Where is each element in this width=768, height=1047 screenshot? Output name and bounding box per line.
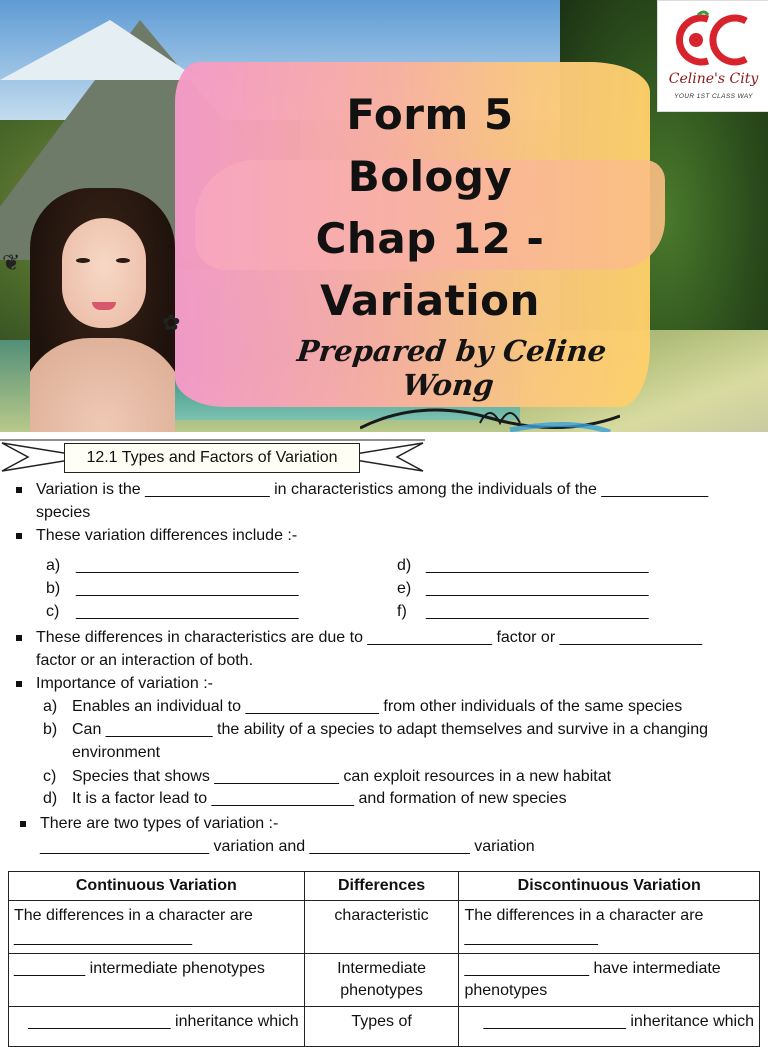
table-cell: ________ intermediate phenotypes: [9, 954, 305, 1007]
ornament-swirl: [360, 398, 620, 432]
table-cell: ______________ have intermediate phenotypes: [459, 954, 760, 1007]
list-label: d): [43, 790, 58, 807]
cover-banner: [0, 0, 768, 432]
text-line: There are two types of variation :-: [40, 815, 279, 832]
portrait-eye: [116, 258, 130, 263]
logo-tagline: YOUR 1ST CLASS WAY: [674, 93, 753, 100]
table-cell: ________________ inheritance which: [459, 1007, 760, 1047]
text-line: Variation is the ______________ in characteristics among the individuals of the ____________: [36, 481, 709, 498]
bullet-icon: [16, 681, 22, 687]
answer-blank: _________________________: [426, 580, 649, 597]
bullet-icon: [20, 821, 26, 827]
celines-city-logo-icon: [668, 9, 758, 69]
column-header: Discontinuous Variation: [459, 872, 760, 901]
table-cell: characteristic: [304, 901, 459, 954]
list-label: e): [397, 580, 412, 597]
list-label: c): [43, 768, 57, 785]
table-header-row: [9, 872, 760, 901]
list-label: b): [46, 580, 61, 597]
column-header: Continuous Variation: [9, 872, 305, 901]
answer-blank: _________________________: [76, 603, 299, 620]
answer-blank: _________________________: [76, 557, 299, 574]
text-line: Can ____________ the ability of a species to adapt themselves and survive in a changing: [72, 721, 708, 738]
list-label: f): [397, 603, 407, 620]
portrait-face: [62, 218, 146, 328]
text-line: species: [36, 504, 91, 521]
table-cell: The differences in a character are _______________: [459, 901, 760, 954]
mountain-snow: [0, 20, 200, 80]
column-header: Differences: [304, 872, 459, 901]
text-line: Enables an individual to _______________ from other individuals of the same species: [72, 698, 683, 715]
text-line: Species that shows ______________ can exploit resources in a new habitat: [72, 768, 612, 785]
bullet-icon: [16, 533, 22, 539]
logo-name: Celine's City: [668, 71, 759, 87]
table-cell: Types of: [304, 1007, 459, 1047]
table-row: [9, 1007, 760, 1047]
bullet-icon: [16, 487, 22, 493]
table-row: [9, 954, 760, 1007]
title-line-1: Form 5: [346, 90, 514, 139]
text-line: These variation differences include :-: [36, 527, 298, 544]
table-cell: The differences in a character are ____________________: [9, 901, 305, 954]
list-label: d): [397, 557, 412, 574]
brand-logo: [657, 0, 768, 112]
title-line-3: Chap 12 -: [315, 214, 545, 263]
table-row: [9, 901, 760, 954]
list-label: a): [46, 557, 61, 574]
author-portrait: [30, 188, 175, 432]
portrait-eye: [76, 258, 90, 263]
text-line: Importance of variation :-: [36, 675, 213, 692]
cover-title: [260, 84, 600, 332]
list-label: c): [46, 603, 60, 620]
text-line: environment: [72, 744, 161, 761]
list-label: a): [43, 698, 58, 715]
bullet-icon: [16, 635, 22, 641]
floral-ornament-icon: ✿: [162, 310, 181, 335]
variation-comparison-table: [8, 871, 760, 1047]
floral-ornament-icon: ❦: [2, 250, 21, 275]
section-title: 12.1 Types and Factors of Variation: [64, 443, 360, 473]
title-line-2: Bology: [347, 152, 513, 201]
portrait-mouth: [92, 302, 116, 310]
answer-blank: _________________________: [426, 603, 649, 620]
text-line: factor or an interaction of both.: [36, 652, 254, 669]
table-cell: Intermediate phenotypes: [304, 954, 459, 1007]
list-label: b): [43, 721, 58, 738]
table-cell: ________________ inheritance which: [9, 1007, 305, 1047]
text-line: These differences in characteristics are due to ______________ factor or ________________: [36, 629, 702, 646]
text-line: ___________________ variation and __________________ variation: [40, 838, 535, 855]
answer-blank: _________________________: [426, 557, 649, 574]
title-line-4: Variation: [320, 276, 540, 325]
text-line: It is a factor lead to ________________ and formation of new species: [72, 790, 567, 807]
portrait-shoulder: [30, 338, 175, 432]
answer-blank: _________________________: [76, 580, 299, 597]
author-byline: Prepared by Celine Wong: [295, 334, 609, 402]
